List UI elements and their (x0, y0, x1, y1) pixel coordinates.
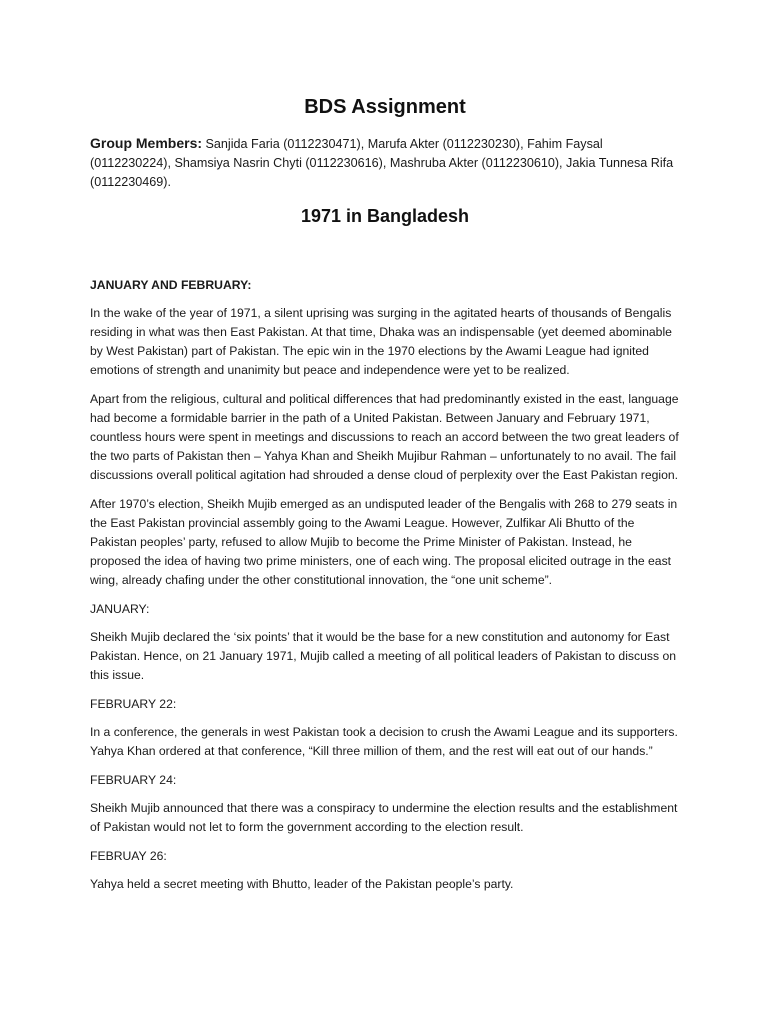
entry-text-february-26: Yahya held a secret meeting with Bhutto, leader of the Pakistan people’s party. (90, 877, 514, 891)
entry-heading-february-26: FEBRUAY 26: (90, 849, 167, 863)
paragraph-3: After 1970’s election, Sheikh Mujib emerged as an undisputed leader of the Bengalis with 268 to 279 seats in the East Pakistan provincial assembly going to the Awami League. However, Zulfikar Ali Bhutto of the Pakistan peoples’ party, refused to allow Mujib to become the Prime Minister of Pakistan. Instead, he proposed the idea of having two prime ministers, one of each wing. The proposal elicited outrage in the east wing, already chafing under the other constitutional innovation, the “one unit scheme”. (90, 497, 678, 587)
entry-heading-february-22: FEBRUARY 22: (90, 697, 177, 711)
group-members (90, 134, 680, 192)
paragraph-2: Apart from the religious, cultural and political differences that had predominantly existed in the east, language had become a formidable barrier in the path of a United Pakistan. Between January and February 1971, countless hours were spent in meetings and discussions to reach an accord between the two great leaders of the two parts of Pakistan then – Yahya Khan and Sheikh Mujibur Rahman – unfortunately to no avail. The fail discussions overall political agitation had shrouded a dense cloud of perplexity over the East Pakistan region. (90, 392, 679, 482)
section-heading: JANUARY AND FEBRUARY: (90, 278, 252, 292)
group-members-label: Group Members: (90, 135, 203, 151)
entry-text-february-22: In a conference, the generals in west Pakistan took a decision to crush the Awami League and its supporters. Yahya Khan ordered at that conference, “Kill three million of them, and the rest will eat out of our hands.” (90, 725, 678, 758)
entry-heading-february-24: FEBRUARY 24: (90, 773, 177, 787)
document-title: BDS Assignment (304, 96, 466, 118)
entry-text-february-24: Sheikh Mujib announced that there was a conspiracy to undermine the election results and the establishment of Pakistan would not let to form the government according to the election result. (90, 801, 678, 834)
document-content (90, 94, 680, 904)
entry-text-january: Sheikh Mujib declared the ‘six points’ that it would be the base for a new constitution and autonomy for East Pakistan. Hence, on 21 January 1971, Mujib called a meeting of all political leaders of Pakistan to discuss on this issue. (90, 630, 677, 682)
paragraph-1: In the wake of the year of 1971, a silent uprising was surging in the agitated hearts of thousands of Bengalis residing in what was then East Pakistan. At that time, Dhaka was an indispensable (yet deemed abominable by West Pakistan) part of Pakistan. The epic win in the 1970 elections by the Awami League had ignited emotions of strength and unanimity but peace and independence were yet to be realized. (90, 306, 672, 377)
group-members-text: Sanjida Faria (0112230471), Marufa Akter (0112230230), Fahim Faysal (0112230224), Shamsiya Nasrin Chyti (0112230616), Mashruba Akter (0112230610), Jakia Tunnesa Rifa (0112230469). (90, 137, 674, 189)
document-subtitle: 1971 in Bangladesh (300, 206, 470, 226)
entry-heading-january: JANUARY: (90, 602, 150, 616)
